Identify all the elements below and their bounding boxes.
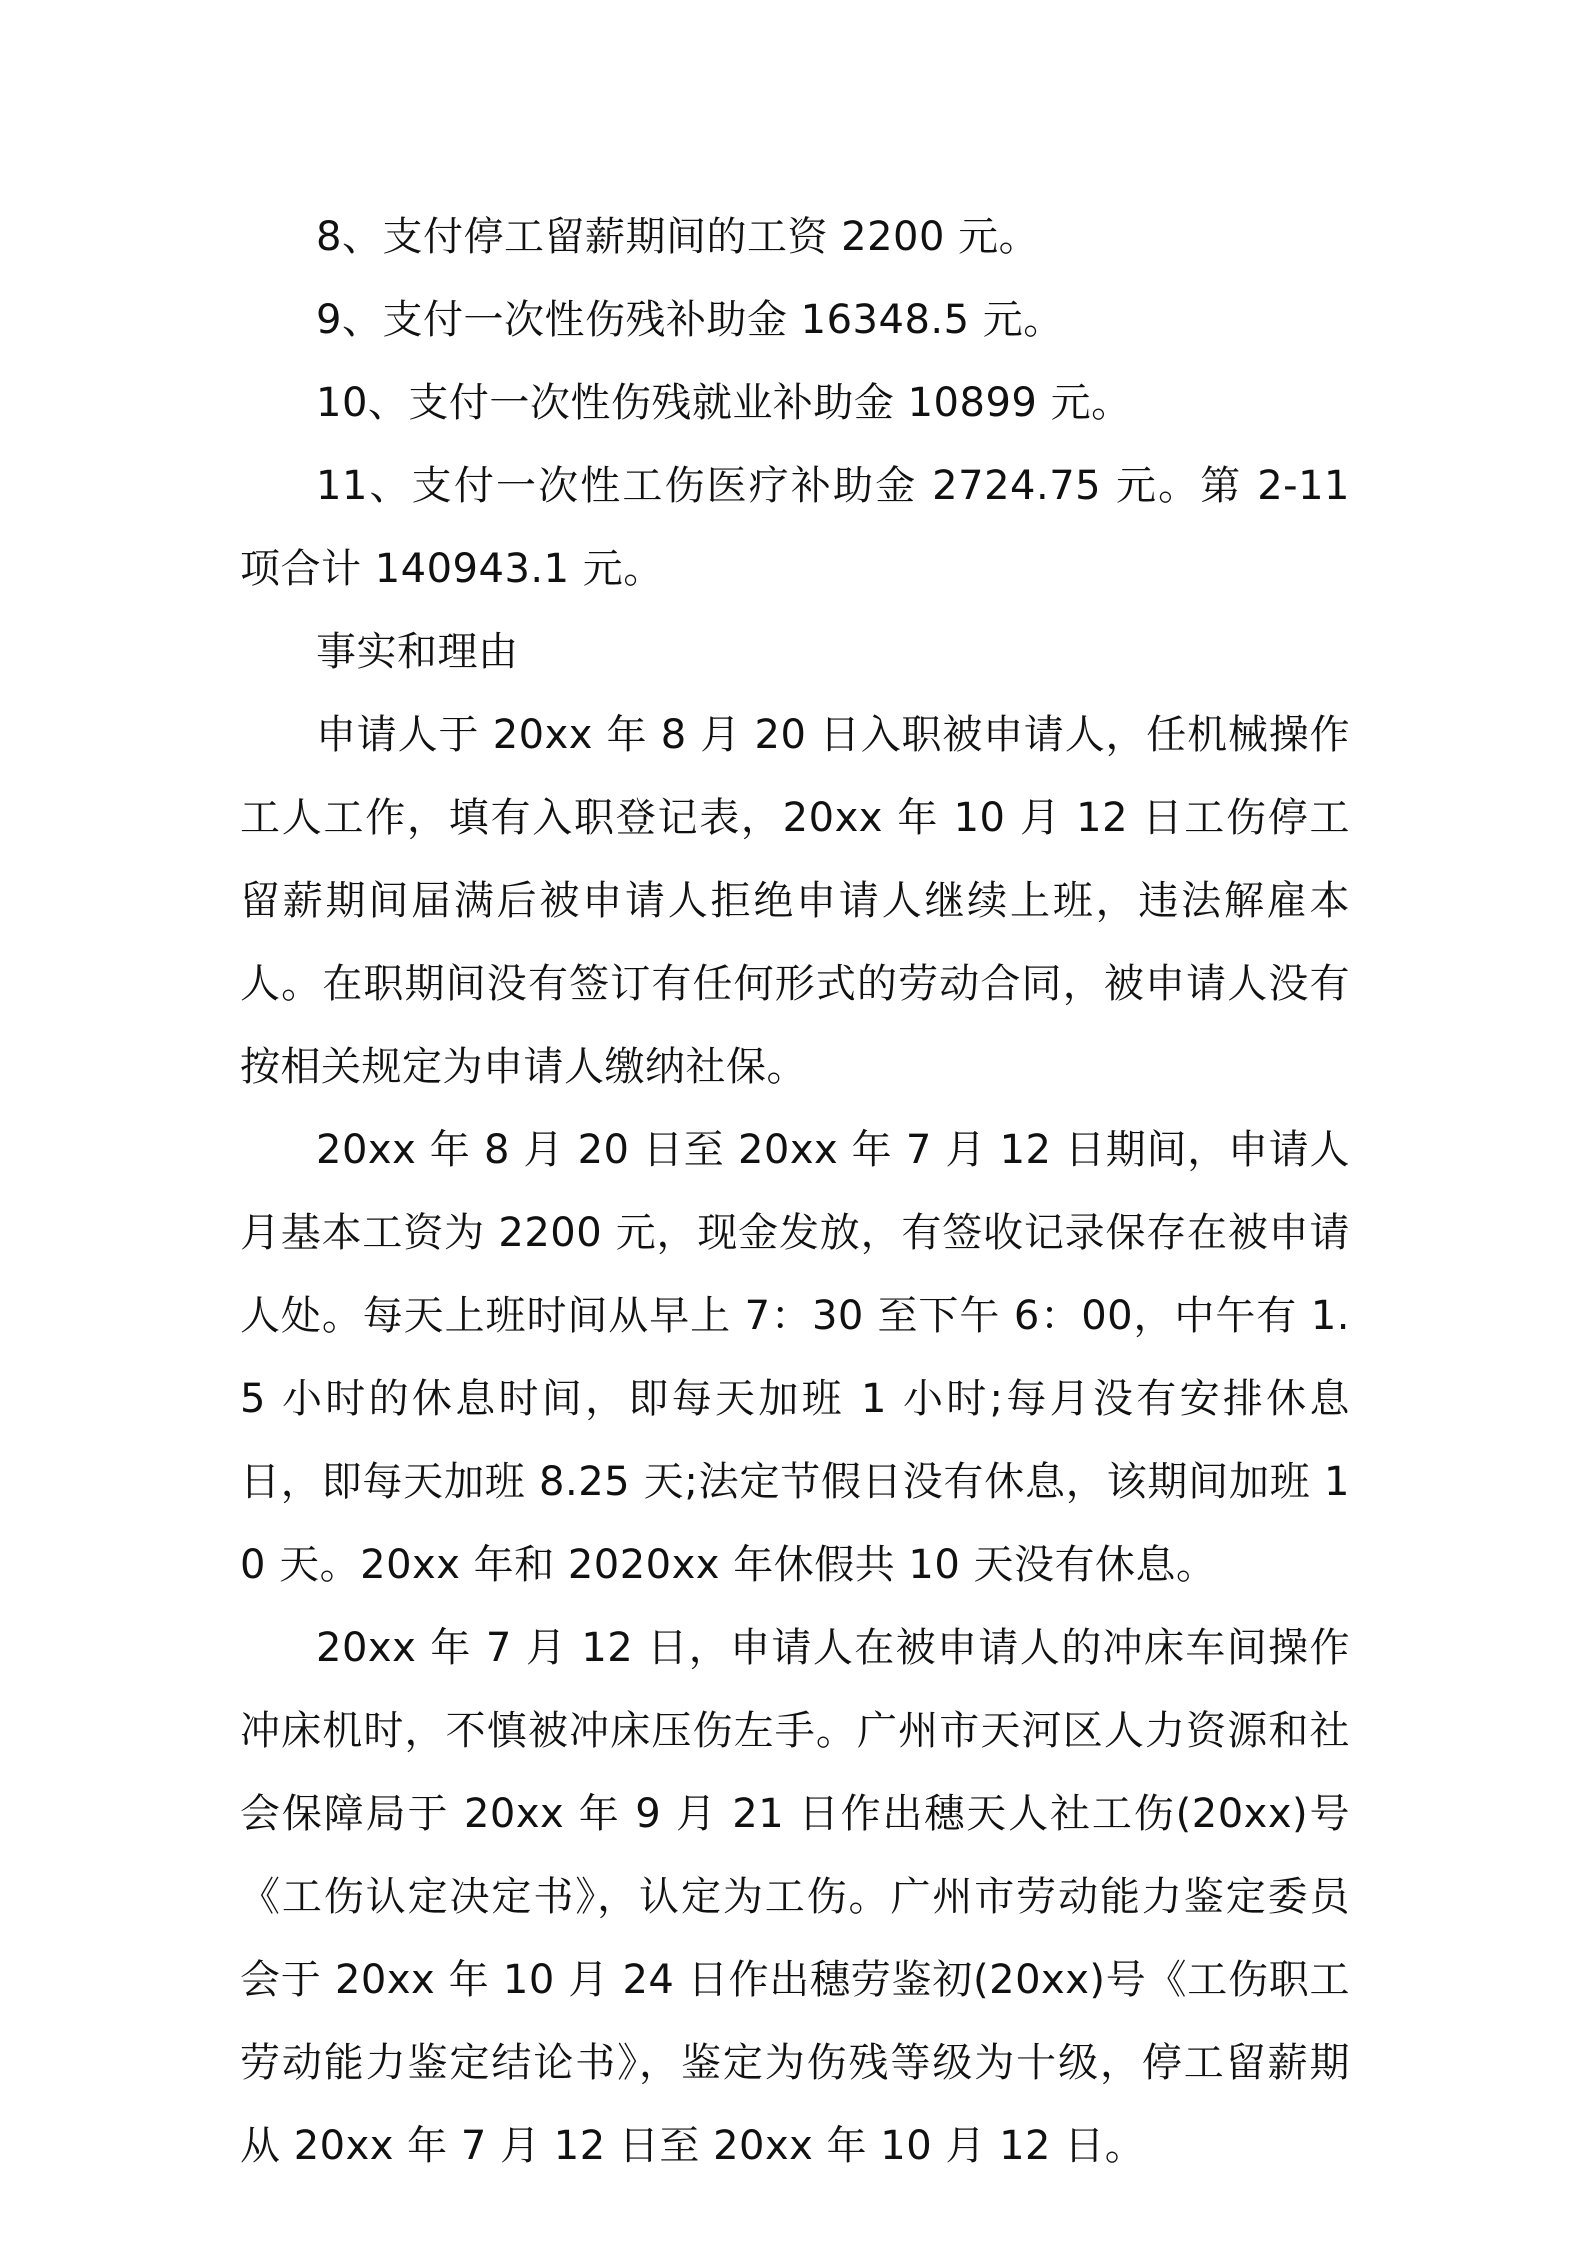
document-body	[240, 196, 1350, 2188]
paragraph-wages-overtime: 20xx 年 8 月 20 日至 20xx 年 7 月 12 日期间，申请人月基本工资为 2200 元，现金发放，有签收记录保存在被申请人处。每天上班时间从早上 7：30 至下午 6：00，中午有 1.5 小时的休息时间，即每天加班 1 小时;每月没有安排休息日，即每天加班 8.25 天;法定节假日没有休息，该期间加班 10 天。20xx 年和 2020xx 年休假共 10 天没有休息。	[240, 1127, 1350, 1588]
list-item-11: 11、支付一次性工伤医疗补助金 2724.75 元。第 2-11 项合计 140943.1 元。	[240, 463, 1350, 592]
paragraph-injury: 20xx 年 7 月 12 日，申请人在被申请人的冲床车间操作冲床机时，不慎被冲床压伤左手。广州市天河区人力资源和社会保障局于 20xx 年 9 月 21 日作出穗天人社工伤(20xx)号《工伤认定决定书》，认定为工伤。广州市劳动能力鉴定委员会于 20xx 年 10 月 24 日作出穗劳鉴初(20xx)号《工伤职工劳动能力鉴定结论书》，鉴定为伤残等级为十级，停工留薪期从 20xx 年 7 月 12 日至 20xx 年 10 月 12 日。	[240, 1625, 1350, 2169]
list-item-9: 9、支付一次性伤残补助金 16348.5 元。	[316, 297, 1064, 343]
section-heading-facts-reasons: 事实和理由	[316, 629, 519, 675]
list-item-8: 8、支付停工留薪期间的工资 2200 元。	[316, 214, 1040, 260]
list-item-10: 10、支付一次性伤残就业补助金 10899 元。	[316, 380, 1132, 426]
paragraph-employment: 申请人于 20xx 年 8 月 20 日入职被申请人，任机械操作工人工作，填有入职登记表，20xx 年 10 月 12 日工伤停工留薪期间届满后被申请人拒绝申请人继续上班，违法解雇本人。在职期间没有签订有任何形式的劳动合同，被申请人没有按相关规定为申请人缴纳社保。	[240, 712, 1350, 1090]
